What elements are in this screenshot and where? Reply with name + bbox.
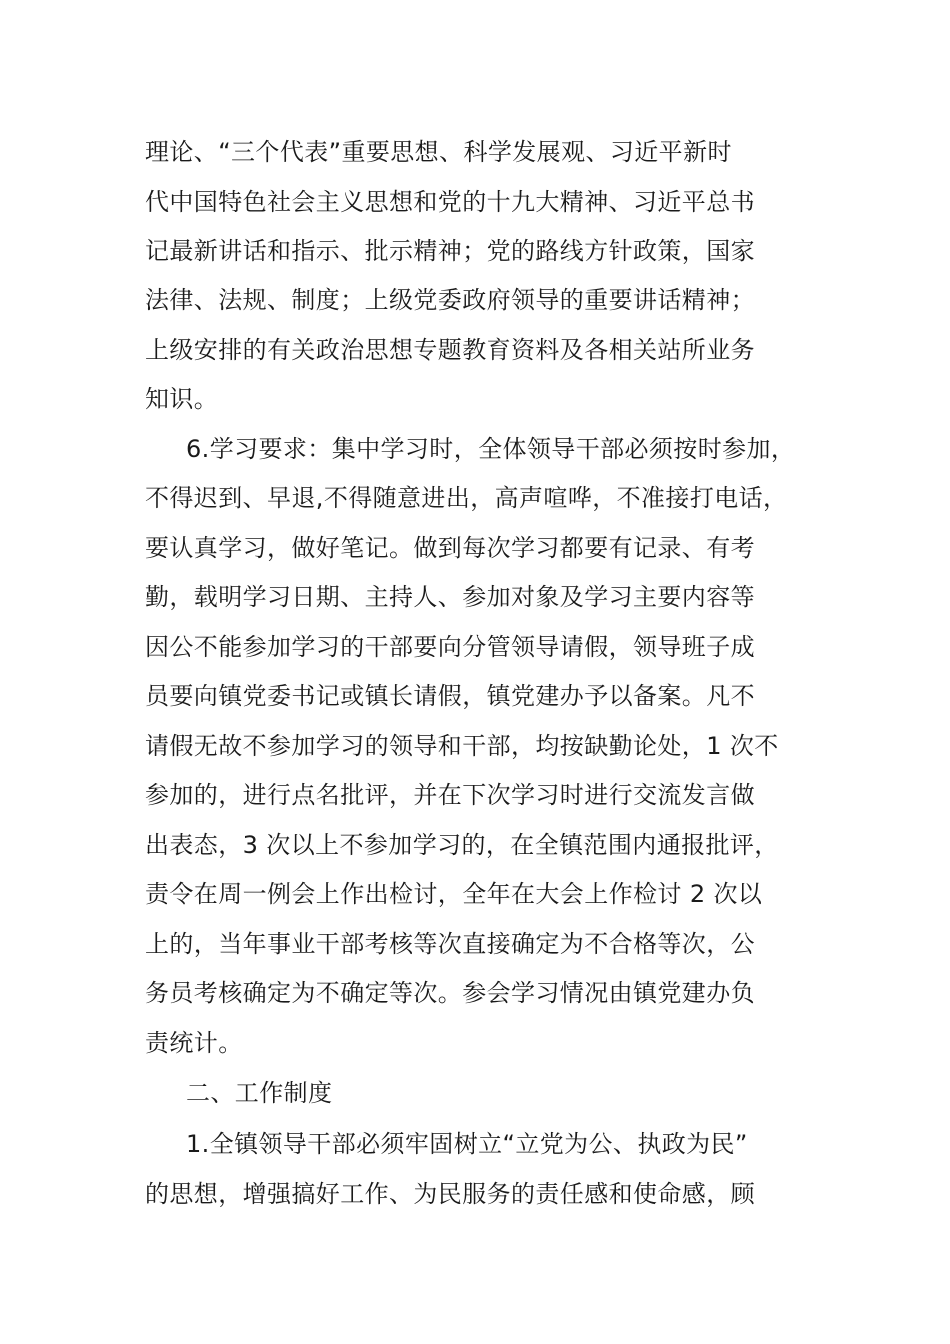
text-line: 责统计。 [145, 1029, 243, 1057]
text-line: 务员考核确定为不确定等次。参会学习情况由镇党建办负 [145, 979, 755, 1007]
text-line: 参加的，进行点名批评，并在下次学习时进行交流发言做 [145, 781, 755, 809]
text-line: 勤，载明学习日期、主持人、参加对象及学习主要内容等 [145, 583, 755, 611]
text-line: 上级安排的有关政治思想专题教育资料及各相关站所业务 [145, 336, 755, 364]
text-line: 的思想，增强搞好工作、为民服务的责任感和使命感，顾 [145, 1180, 755, 1208]
text-line: 理论、“三个代表”重要思想、科学发展观、习近平新时 [145, 138, 732, 166]
section-heading: 二、工作制度 [186, 1079, 333, 1107]
paragraph-start-line: 1.全镇领导干部必须牢固树立“立党为公、执政为民” [186, 1130, 748, 1158]
text-line: 记最新讲话和指示、批示精神；党的路线方针政策，国家 [145, 237, 755, 265]
paragraph-start-line: 6.学习要求：集中学习时，全体领导干部必须按时参加， [186, 435, 796, 463]
text-line: 员要向镇党委书记或镇长请假，镇党建办予以备案。凡不 [145, 682, 755, 710]
text-line: 上的，当年事业干部考核等次直接确定为不合格等次，公 [145, 930, 755, 958]
text-line: 不得迟到、早退,不得随意进出，高声喧哗，不准接打电话， [145, 484, 788, 512]
text-line: 出表态，3 次以上不参加学习的，在全镇范围内通报批评， [145, 831, 779, 859]
text-line: 责令在周一例会上作出检讨，全年在大会上作检讨 2 次以 [145, 880, 763, 908]
text-line: 因公不能参加学习的干部要向分管领导请假，领导班子成 [145, 633, 755, 661]
text-line: 法律、法规、制度；上级党委政府领导的重要讲话精神； [145, 286, 755, 314]
text-line: 代中国特色社会主义思想和党的十九大精神、习近平总书 [145, 188, 755, 216]
text-line: 请假无故不参加学习的领导和干部，均按缺勤论处，1 次不 [145, 732, 779, 760]
text-line: 知识。 [145, 385, 219, 413]
text-line: 要认真学习，做好笔记。做到每次学习都要有记录、有考 [145, 534, 755, 562]
